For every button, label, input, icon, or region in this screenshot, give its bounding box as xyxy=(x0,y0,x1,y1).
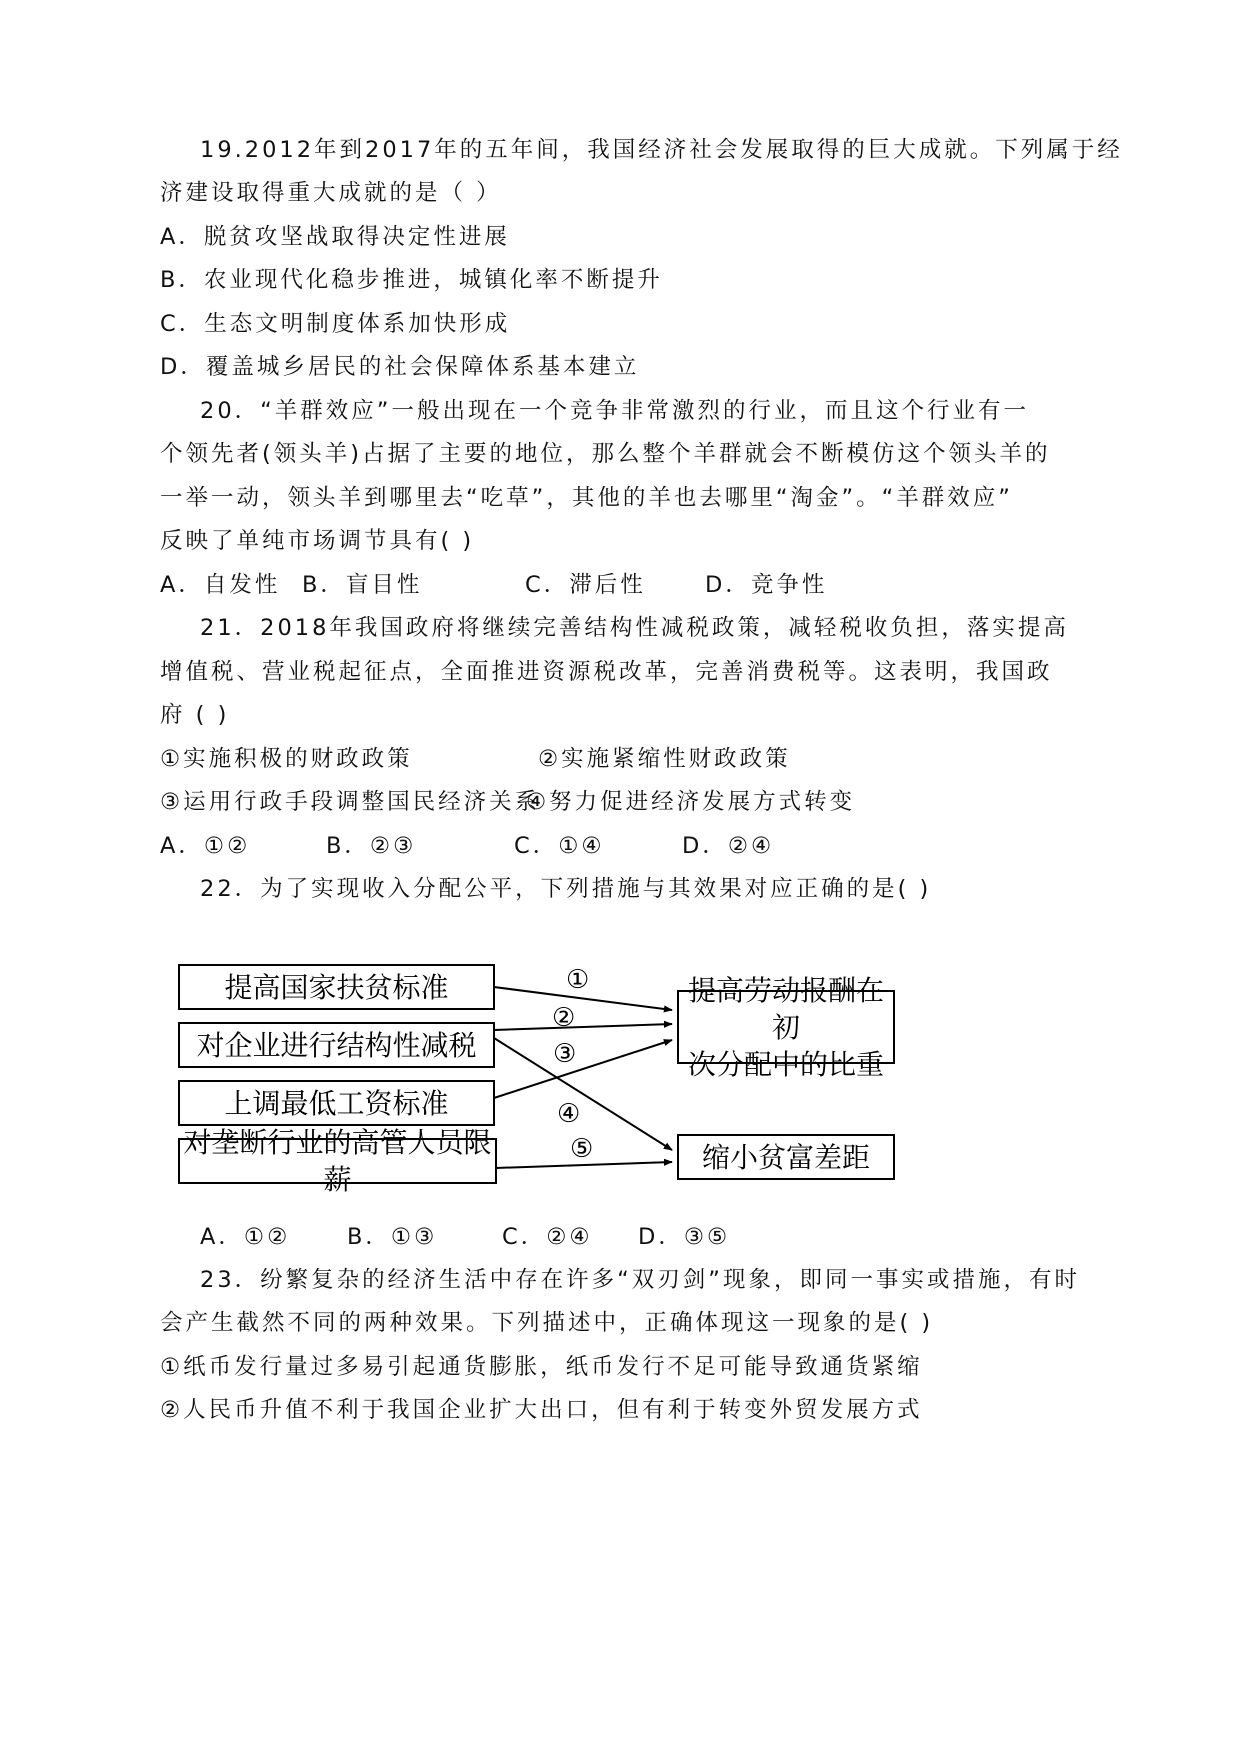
q19-stem-line1: 19.2012年到2017年的五年间，我国经济社会发展取得的巨大成就。下列属于经 xyxy=(200,137,1123,163)
effect-box-labor-share-line1: 提高劳动报酬在初 xyxy=(687,973,884,1044)
effect-box-wealth-gap: 缩小贫富差距 xyxy=(677,1134,895,1180)
q22-stem: 22．为了实现收入分配公平，下列措施与其效果对应正确的是( ) xyxy=(200,876,932,902)
q20-option-a: A．自发性 xyxy=(160,572,281,598)
effect-box-labor-share xyxy=(677,973,895,1081)
effect-box-labor-share-line2: 次分配中的比重 xyxy=(687,1047,884,1081)
q21-option-a: A．①② xyxy=(160,833,251,859)
q23-item-1: ①纸币发行量过多易引起通货膨胀，纸币发行不足可能导致通货紧缩 xyxy=(160,1354,923,1380)
q19-option-d: D．覆盖城乡居民的社会保障体系基本建立 xyxy=(160,354,640,380)
q21-item-1: ①实施积极的财政政策 xyxy=(160,746,413,772)
q23-stem-line1: 23．纷繁复杂的经济生活中存在许多“双刃剑”现象，即同一事实或措施，有时 xyxy=(200,1267,1080,1293)
q21-option-d: D．②④ xyxy=(682,833,775,859)
q22-option-d: D．③⑤ xyxy=(638,1224,731,1250)
measure-box-salary-cap: 对垄断行业的高管人员限薪 xyxy=(178,1138,497,1184)
arrow-label-4: ④ xyxy=(557,1099,581,1129)
q20-option-c: C．滞后性 xyxy=(525,572,646,598)
q19-option-c: C．生态文明制度体系加快形成 xyxy=(160,311,511,337)
q21-item-4: ④努力促进经济发展方式转变 xyxy=(526,789,856,815)
q22-option-a: A．①② xyxy=(200,1224,291,1250)
q21-option-c: C．①④ xyxy=(514,833,605,859)
arrow-label-3: ③ xyxy=(553,1039,577,1069)
q20-stem-line3: 一举一动，领头羊到哪里去“吃草”，其他的羊也去哪里“淘金”。“羊群效应” xyxy=(160,485,1013,511)
q20-option-b: B．盲目性 xyxy=(302,572,423,598)
arrow-label-1: ① xyxy=(566,965,590,995)
measure-box-tax-cut: 对企业进行结构性减税 xyxy=(178,1022,495,1068)
arrow-2 xyxy=(494,1024,672,1030)
q21-item-2: ②实施紧缩性财政政策 xyxy=(538,746,791,772)
q22-option-b: B．①③ xyxy=(347,1224,438,1250)
q21-stem-line2: 增值税、营业税起征点，全面推进资源税改革，完善消费税等。这表明，我国政 xyxy=(160,659,1053,685)
q23-stem-line2: 会产生截然不同的两种效果。下列描述中，正确体现这一现象的是( ) xyxy=(160,1310,934,1336)
q21-stem-line3: 府 ( ) xyxy=(160,702,230,728)
q21-item-3: ③运用行政手段调整国民经济关系 xyxy=(160,789,541,815)
q21-option-b: B．②③ xyxy=(326,833,417,859)
q19-option-a: A．脱贫攻坚战取得决定性进展 xyxy=(160,224,510,250)
measure-box-poverty-standard: 提高国家扶贫标准 xyxy=(178,964,495,1010)
q20-stem-line2: 个领先者(领头羊)占据了主要的地位，那么整个羊群就会不断模仿这个领头羊的 xyxy=(160,441,1051,467)
q19-stem-line2: 济建设取得重大成就的是（ ） xyxy=(160,180,502,206)
arrow-label-2: ② xyxy=(552,1003,576,1033)
arrow-label-5: ⑤ xyxy=(570,1134,594,1164)
q22-option-c: C．②④ xyxy=(502,1224,593,1250)
q20-option-d: D．竞争性 xyxy=(705,572,828,598)
q19-option-b: B．农业现代化稳步推进，城镇化率不断提升 xyxy=(160,267,663,293)
measure-box-min-wage: 上调最低工资标准 xyxy=(178,1080,495,1126)
q21-stem-line1: 21．2018年我国政府将继续完善结构性减税政策，减轻税收负担，落实提高 xyxy=(200,615,1069,641)
q23-item-2: ②人民币升值不利于我国企业扩大出口，但有利于转变外贸发展方式 xyxy=(160,1397,923,1423)
q20-stem-line1: 20．“羊群效应”一般出现在一个竞争非常激烈的行业，而且这个行业有一 xyxy=(200,398,1029,424)
arrow-3 xyxy=(494,1040,672,1098)
q20-stem-line4: 反映了单纯市场调节具有( ) xyxy=(160,528,475,554)
